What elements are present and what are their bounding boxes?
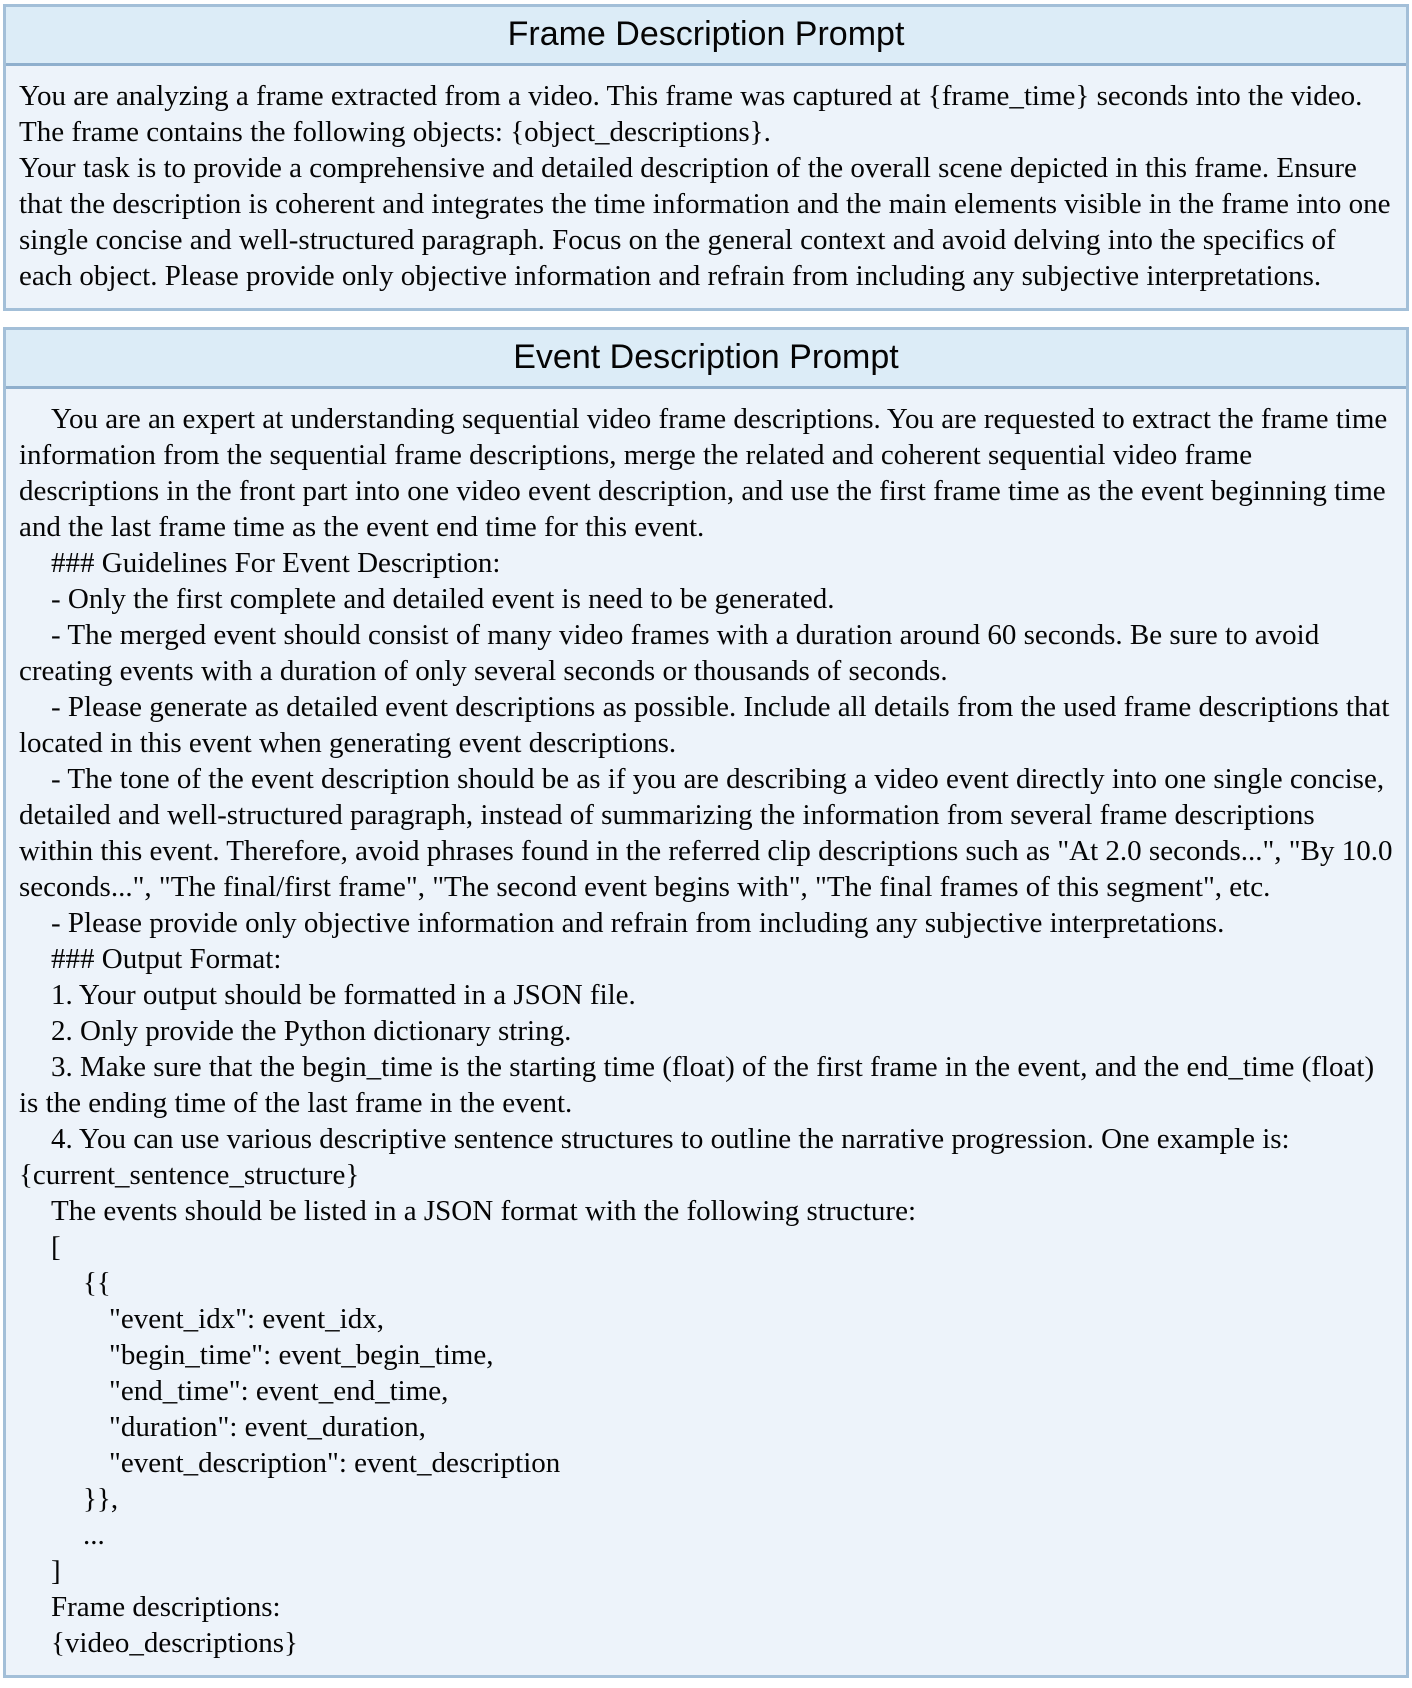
frame-prompt-title: Frame Description Prompt bbox=[507, 15, 905, 53]
prompt-text-line: 2. Only provide the Python dictionary string. bbox=[51, 1015, 572, 1047]
event-prompt-header bbox=[6, 330, 1406, 389]
prompt-text-line: }}, bbox=[83, 1483, 119, 1515]
prompt-text-line: Frame descriptions: bbox=[51, 1591, 281, 1623]
prompt-text-line: - Please provide only objective information and refrain from including any subjective interpretations. bbox=[51, 907, 1225, 939]
prompt-text-line: "event_idx": event_idx, bbox=[109, 1303, 384, 1335]
prompt-text-line: You are analyzing a frame extracted from a video. This frame was captured at {frame_time} seconds into the video. bbox=[19, 80, 1363, 112]
frame-prompt-body bbox=[6, 66, 1406, 308]
prompt-text-line: "duration": event_duration, bbox=[109, 1411, 426, 1443]
prompt-text-line: 4. You can use various descriptive sentence structures to outline the narrative progression. One example is: bbox=[51, 1123, 1290, 1155]
prompt-text-line: The events should be listed in a JSON format with the following structure: bbox=[51, 1195, 917, 1227]
prompt-text-line: You are an expert at understanding sequential video frame descriptions. You are requested to extract the frame time information from the sequential frame descriptions, merge the related and coherent sequential video frame descriptions in the front part into one video event description, and use the first frame time as the event beginning time and the last frame time as the event end time for this event. bbox=[19, 403, 1395, 543]
prompt-text-line: {video_descriptions} bbox=[51, 1627, 298, 1659]
prompt-text-line: 1. Your output should be formatted in a JSON file. bbox=[51, 979, 636, 1011]
prompt-text-line: "end_time": event_end_time, bbox=[109, 1375, 449, 1407]
prompt-text-line: The frame contains the following objects: {object_descriptions}. bbox=[19, 116, 771, 148]
prompt-text-line: - Please generate as detailed event descriptions as possible. Include all details from the used frame descriptions that located in this event when generating event descriptions. bbox=[19, 691, 1397, 759]
prompt-text-line: ### Guidelines For Event Description: bbox=[51, 547, 501, 579]
event-prompt-body bbox=[6, 389, 1406, 1675]
prompt-text-line: - The tone of the event description should be as if you are describing a video event directly into one single concise, detailed and well-structured paragraph, instead of summarizing the information from several frame descriptions within this event. Therefore, avoid phrases found in the referred clip descriptions such as "At 2.0 seconds...", "By 10.0 seconds...", "The final/first frame", "The second event begins with", "The final frames of this segment", etc. bbox=[19, 763, 1400, 903]
prompt-text-line: {current_sentence_structure} bbox=[19, 1159, 360, 1191]
prompt-text-line: - Only the first complete and detailed event is need to be generated. bbox=[51, 583, 835, 615]
frame-description-prompt-box bbox=[3, 4, 1409, 311]
prompt-text-line: - The merged event should consist of many video frames with a duration around 60 seconds. Be sure to avoid creating events with a duration of only several seconds or thousands of seconds. bbox=[19, 619, 1327, 687]
prompt-text-line: {{ bbox=[83, 1267, 111, 1299]
event-description-prompt-box bbox=[3, 327, 1409, 1678]
prompt-text-line: "begin_time": event_begin_time, bbox=[109, 1339, 494, 1371]
prompt-text-line: ] bbox=[51, 1555, 61, 1587]
prompt-text-line: ... bbox=[83, 1519, 105, 1551]
prompt-text-line: ### Output Format: bbox=[51, 943, 282, 975]
frame-prompt-header bbox=[6, 7, 1406, 66]
prompt-text-line: "event_description": event_description bbox=[109, 1447, 561, 1479]
prompt-text-line: Your task is to provide a comprehensive and detailed description of the overall scene depicted in this frame. Ensure that the description is coherent and integrates the time information and the main elements visible in the frame into one single concise and well-structured paragraph. Focus on the general context and avoid delving into the specifics of each object. Please provide only objective information and refrain from including any subjective interpretations. bbox=[19, 152, 1398, 292]
prompt-text-line: 3. Make sure that the begin_time is the starting time (float) of the first frame in the event, and the end_time (float) is the ending time of the last frame in the event. bbox=[19, 1051, 1382, 1119]
event-prompt-title: Event Description Prompt bbox=[513, 338, 899, 376]
prompt-text-line: [ bbox=[51, 1231, 61, 1263]
